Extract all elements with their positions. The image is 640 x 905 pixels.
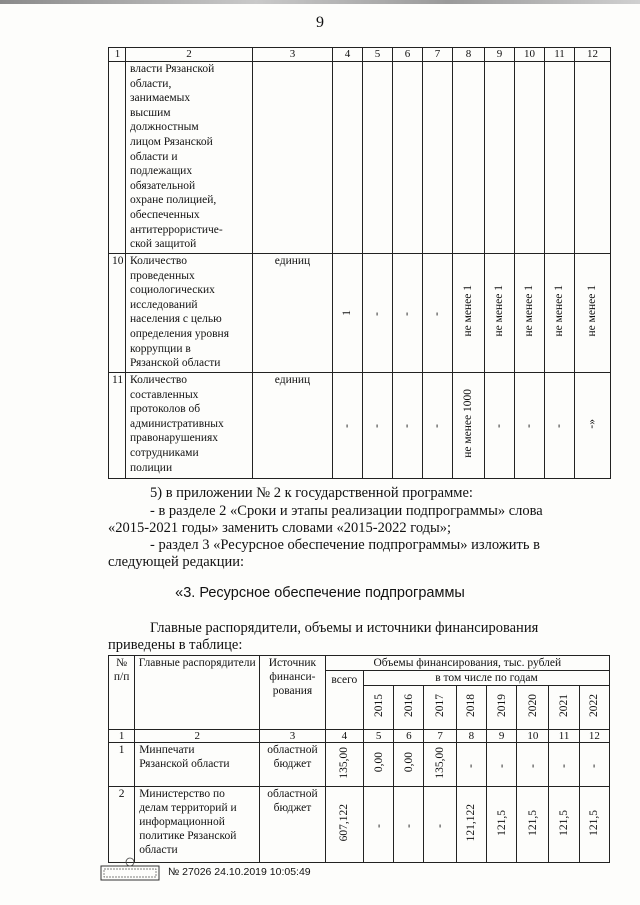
col-num: 4 [325, 730, 363, 743]
text-line: населения с целью [130, 313, 222, 326]
col-num: 2 [135, 730, 260, 743]
text-line: политике Рязанской [139, 830, 237, 842]
text-line: бюджет [273, 758, 312, 770]
text-line: проведенных [130, 269, 195, 282]
table-row [109, 373, 611, 479]
text-line: области, [130, 77, 172, 90]
value-cell: 0,00 [394, 743, 424, 787]
registry-stamp-icon [100, 856, 160, 884]
value-cell [575, 62, 611, 254]
value-cell: - [394, 787, 424, 863]
text-line: административных [130, 417, 224, 430]
col-num: 11 [549, 730, 579, 743]
header-by-year: в том числе по годам [364, 671, 610, 686]
col-num: 3 [253, 48, 333, 62]
year-cell: 2018 [456, 686, 486, 730]
indicator-name [126, 254, 253, 373]
col-num: 8 [453, 48, 485, 62]
text-line: коррупции в [130, 342, 191, 355]
row-number: 10 [109, 254, 126, 373]
text-line: антитеррористиче- [130, 223, 223, 236]
col-num: 7 [424, 730, 456, 743]
distributor-name [135, 787, 260, 863]
text-line: исследований [130, 298, 198, 311]
row-number: 1 [109, 743, 135, 787]
value-cell: 0,00 [364, 743, 394, 787]
text-line: бюджет [273, 802, 312, 814]
total-cell: 607,122 [325, 787, 363, 863]
col-num: 9 [485, 48, 515, 62]
value-cell: 121,122 [456, 787, 486, 863]
col-num: 4 [333, 48, 363, 62]
row-number: 11 [109, 373, 126, 479]
value-cell [363, 62, 393, 254]
value-cell: 1 [333, 254, 363, 373]
header-volumes: Объемы финансирования, тыс. рублей [325, 656, 609, 671]
table-row [109, 62, 611, 254]
value-cell [393, 62, 423, 254]
text-line: должностным [130, 121, 199, 134]
col-num: 10 [515, 48, 545, 62]
value-cell: 135,00 [424, 743, 456, 787]
col-num: 7 [423, 48, 453, 62]
text-line: областной [267, 744, 318, 756]
col-num: 8 [456, 730, 486, 743]
row-number: 2 [109, 787, 135, 863]
value-cell: 121,5 [549, 787, 579, 863]
text-line: занимаемых [130, 92, 191, 105]
value-cell: - [515, 373, 545, 479]
text-line: Министерство по [139, 788, 225, 800]
funding-table [108, 655, 610, 863]
value-cell [485, 62, 515, 254]
value-cell: - [424, 787, 456, 863]
unit [253, 62, 333, 254]
value-cell: не менее 1 [485, 254, 515, 373]
col-num: 12 [579, 730, 609, 743]
distributor-name [135, 743, 260, 787]
value-cell: 121,5 [517, 787, 549, 863]
header-total: всего [325, 671, 363, 730]
value-cell: 121,5 [579, 787, 609, 863]
year-cell: 2016 [394, 686, 424, 730]
year-cell: 2021 [549, 686, 579, 730]
value-cell [333, 62, 363, 254]
indicator-name [126, 62, 253, 254]
text-line: охране полицией, [130, 194, 217, 207]
unit: единиц [253, 254, 333, 373]
value-cell [453, 62, 485, 254]
value-cell: - [393, 254, 423, 373]
value-cell: не менее 1 [515, 254, 545, 373]
value-cell: - [517, 743, 549, 787]
text-line: определения уровня [130, 327, 230, 340]
text-line: социологических [130, 284, 215, 297]
value-cell: не менее 1 [453, 254, 485, 373]
value-cell: - [423, 373, 453, 479]
text-line: составленных [130, 388, 199, 401]
text-line: обязательной [130, 179, 196, 192]
col-num: 5 [363, 48, 393, 62]
text-line: лицом Рязанской [130, 135, 213, 148]
value-cell: -» [575, 373, 611, 479]
text-line: власти Рязанской [130, 63, 215, 75]
paragraph-section3: - раздел 3 «Ресурсное обеспечение подпрограммы» изложить в [150, 537, 540, 553]
header-source: Источник финанси-рования [260, 656, 326, 730]
text-line: ской защитой [130, 238, 197, 251]
section-heading: «3. Ресурсное обеспечение подпрограммы [175, 585, 465, 601]
value-cell: - [549, 743, 579, 787]
unit: единиц [253, 373, 333, 479]
col-num: 6 [393, 48, 423, 62]
value-cell: - [333, 373, 363, 479]
value-cell: - [485, 373, 515, 479]
text-line: сотрудниками [130, 446, 199, 459]
text-line: правонарушениях [130, 432, 219, 445]
text-line: области и [130, 150, 178, 163]
paragraph-intro-cont: приведены в таблице: [108, 637, 243, 653]
text-line: подлежащих [130, 165, 193, 178]
value-cell: не менее 1000 [453, 373, 485, 479]
scan-edge [0, 0, 640, 4]
funding-source [260, 743, 326, 787]
text-line: Минпечати [139, 744, 195, 756]
col-num: 3 [260, 730, 326, 743]
col-num: 6 [394, 730, 424, 743]
value-cell [515, 62, 545, 254]
col-num: 1 [109, 730, 135, 743]
table-row [109, 787, 610, 863]
value-cell: - [363, 254, 393, 373]
paragraph-intro: Главные распорядители, объемы и источники финансирования [150, 620, 539, 636]
document-registration: № 27026 24.10.2019 10:05:49 [168, 866, 311, 878]
value-cell: - [486, 743, 516, 787]
column-number-row [109, 48, 611, 62]
text-line: Количество [130, 374, 187, 386]
value-cell: - [456, 743, 486, 787]
col-num: 9 [486, 730, 516, 743]
text-line: обеспеченных [130, 208, 200, 221]
value-cell: не менее 1 [575, 254, 611, 373]
text-line: полиции [130, 461, 173, 474]
total-cell: 135,00 [325, 743, 363, 787]
col-num: 12 [575, 48, 611, 62]
col-num: 2 [126, 48, 253, 62]
paragraph-section2-cont: «2015-2021 годы» заменить словами «2015-2022 годы»; [108, 520, 452, 536]
text-line: Количество [130, 255, 187, 267]
paragraph-section3-cont: следующей редакции: [108, 554, 245, 570]
column-number-row [109, 730, 610, 743]
table-row [109, 743, 610, 787]
value-cell [545, 62, 575, 254]
text-line: Рязанской области [139, 758, 230, 770]
table-row [109, 254, 611, 373]
year-cell: 2017 [424, 686, 456, 730]
value-cell: 121,5 [486, 787, 516, 863]
text-line: высшим [130, 106, 171, 119]
page-number: 9 [316, 14, 324, 31]
header-main: Главные распорядители [135, 656, 260, 730]
paragraph-section2: - в разделе 2 «Сроки и этапы реализации подпрограммы» слова [150, 503, 543, 519]
paragraph-annex: 5) в приложении № 2 к государственной программе: [150, 485, 473, 501]
year-cell: 2020 [517, 686, 549, 730]
text-line: Рязанской области [130, 357, 221, 370]
indicators-table [108, 47, 611, 479]
text-line: областной [267, 788, 318, 800]
value-cell: - [393, 373, 423, 479]
value-cell: не менее 1 [545, 254, 575, 373]
row-number [109, 62, 126, 254]
text-line: информационной [139, 816, 225, 828]
text-line: протоколов об [130, 403, 201, 416]
col-num: 5 [364, 730, 394, 743]
year-cell: 2019 [486, 686, 516, 730]
funding-source [260, 787, 326, 863]
col-num: 11 [545, 48, 575, 62]
text-line: делам территорий и [139, 802, 237, 814]
year-cell: 2015 [364, 686, 394, 730]
col-num: 1 [109, 48, 126, 62]
value-cell [423, 62, 453, 254]
value-cell: - [423, 254, 453, 373]
value-cell: - [579, 743, 609, 787]
value-cell: - [545, 373, 575, 479]
value-cell: - [364, 787, 394, 863]
text-line: области [139, 844, 178, 856]
year-cell: 2022 [579, 686, 609, 730]
indicator-name [126, 373, 253, 479]
header-num: № п/п [109, 656, 135, 730]
col-num: 10 [517, 730, 549, 743]
value-cell: - [363, 373, 393, 479]
